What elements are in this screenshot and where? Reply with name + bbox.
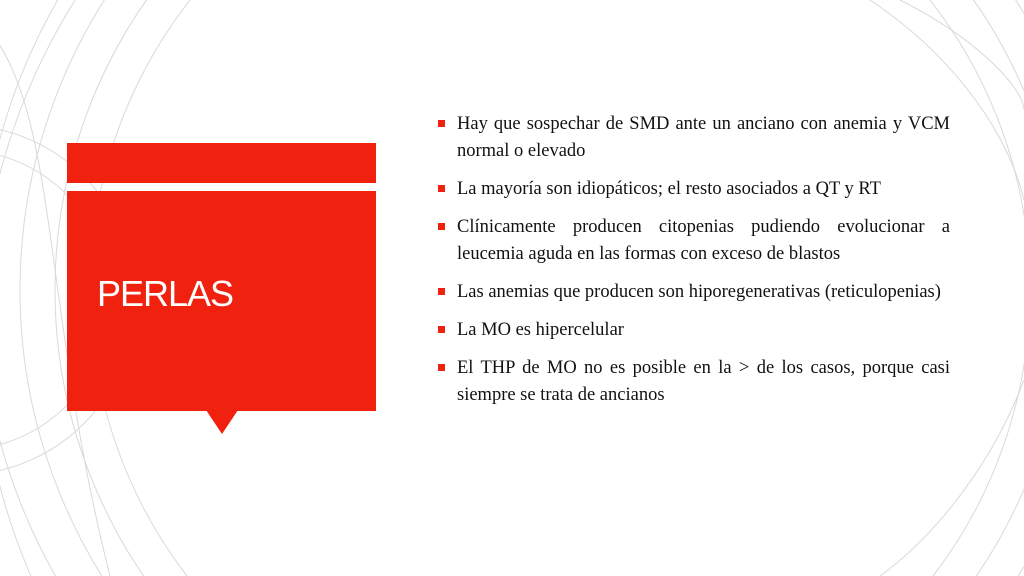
square-bullet-icon bbox=[438, 364, 445, 371]
bullet-item bbox=[438, 214, 950, 268]
square-bullet-icon bbox=[438, 185, 445, 192]
bullet-text: La MO es hipercelular bbox=[457, 320, 624, 340]
accent-bar bbox=[67, 143, 376, 183]
slide-title: PERLAS bbox=[97, 273, 234, 314]
square-bullet-icon bbox=[438, 223, 445, 230]
square-bullet-icon bbox=[438, 120, 445, 127]
square-bullet-icon bbox=[438, 288, 445, 295]
bullet-list bbox=[438, 111, 950, 420]
square-bullet-icon bbox=[438, 326, 445, 333]
bullet-text: Clínicamente producen citopenias pudiendo evolucionar a leucemia aguda en las formas con exceso de blastos bbox=[457, 217, 950, 264]
bullet-item bbox=[438, 355, 950, 409]
bullet-text: Las anemias que producen son hiporegenerativas (reticulopenias) bbox=[457, 282, 941, 302]
bullet-text: El THP de MO no es posible en la > de los casos, porque casi siempre se trata de ancianos bbox=[457, 358, 950, 405]
bullet-text: Hay que sospechar de SMD ante un anciano con anemia y VCM normal o elevado bbox=[457, 114, 950, 161]
bullet-text: La mayoría son idiopáticos; el resto asociados a QT y RT bbox=[457, 179, 881, 199]
bullet-item bbox=[438, 317, 950, 344]
bullet-item bbox=[438, 279, 950, 306]
callout-pointer bbox=[206, 410, 238, 434]
bullet-item bbox=[438, 176, 950, 203]
bullet-item bbox=[438, 111, 950, 165]
